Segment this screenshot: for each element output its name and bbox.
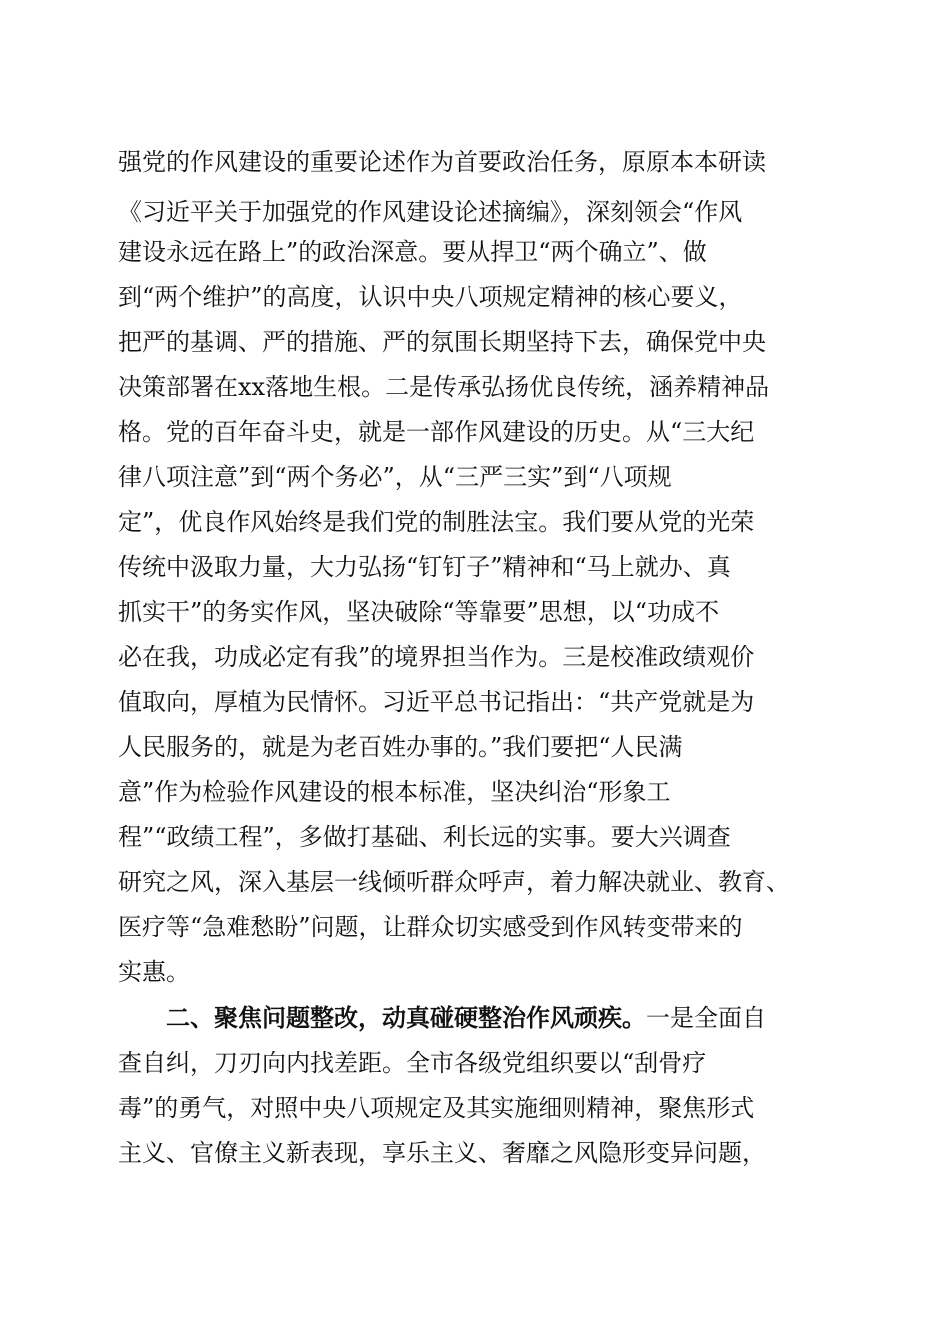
text-line: 定”，优良作风始终是我们党的制胜法宝。我们要从党的光荣 [118, 508, 755, 536]
text-line: 到“两个维护”的高度，认识中央八项规定精神的核心要义， [118, 283, 743, 311]
text-line: 律八项注意”到“两个务必”，从“三严三实”到“八项规 [118, 463, 672, 491]
text-line: 查自纠，刀刃向内找差距。全市各级党组织要以“刮骨疗 [118, 1049, 707, 1077]
section-2-first-line [166, 998, 766, 1038]
text-line: 值取向，厚植为民情怀。习近平总书记指出：“共产党就是为 [118, 688, 755, 716]
text-line: 抓实干”的务实作风，坚决破除“等靠要”思想，以“功成不 [118, 598, 720, 626]
text-line: 强党的作风建设的重要论述作为首要政治任务，原原本本研读 [118, 148, 766, 176]
text-line: 研究之风，深入基层一线倾听群众呼声，着力解决就业、教育、 [118, 868, 790, 896]
text-line: 程”“政绩工程”，多做打基础、利长远的实事。要大兴调查 [118, 823, 731, 851]
text-line: 建设永远在路上”的政治深意。要从捍卫“两个确立”、做 [118, 238, 707, 266]
section-heading: 二、聚焦问题整改，动真碰硬整治作风顽疾。 [166, 1003, 646, 1032]
section-text: 一是全面自 [646, 1004, 766, 1032]
text-line: 实惠。 [118, 958, 190, 986]
text-line: 主义、官僚主义新表现，享乐主义、奢靡之风隐形变异问题， [118, 1139, 766, 1167]
text-line: 决策部署在xx落地生根。二是传承弘扬优良传统，涵养精神品 [118, 373, 770, 401]
text-line: 传统中汲取力量，大力弘扬“钉钉子”精神和“马上就办、真 [118, 553, 731, 581]
text-line: 必在我，功成必定有我”的境界担当作为。三是校准政绩观价 [118, 643, 755, 671]
text-line: 医疗等“急难愁盼”问题，让群众切实感受到作风转变带来的 [118, 913, 743, 941]
text-line: 格。党的百年奋斗史，就是一部作风建设的历史。从“三大纪 [118, 418, 755, 446]
text-line: 把严的基调、严的措施、严的氛围长期坚持下去，确保党中央 [118, 328, 766, 356]
text-line: 毒”的勇气，对照中央八项规定及其实施细则精神，聚焦形式 [118, 1094, 755, 1122]
text-line: 《习近平关于加强党的作风建设论述摘编》，深刻领会“作风 [118, 198, 743, 226]
text-line: 人民服务的，就是为老百姓办事的。”我们要把“人民满 [118, 733, 683, 761]
text-line: 意”作为检验作风建设的根本标准，坚决纠治“形象工 [118, 778, 671, 806]
